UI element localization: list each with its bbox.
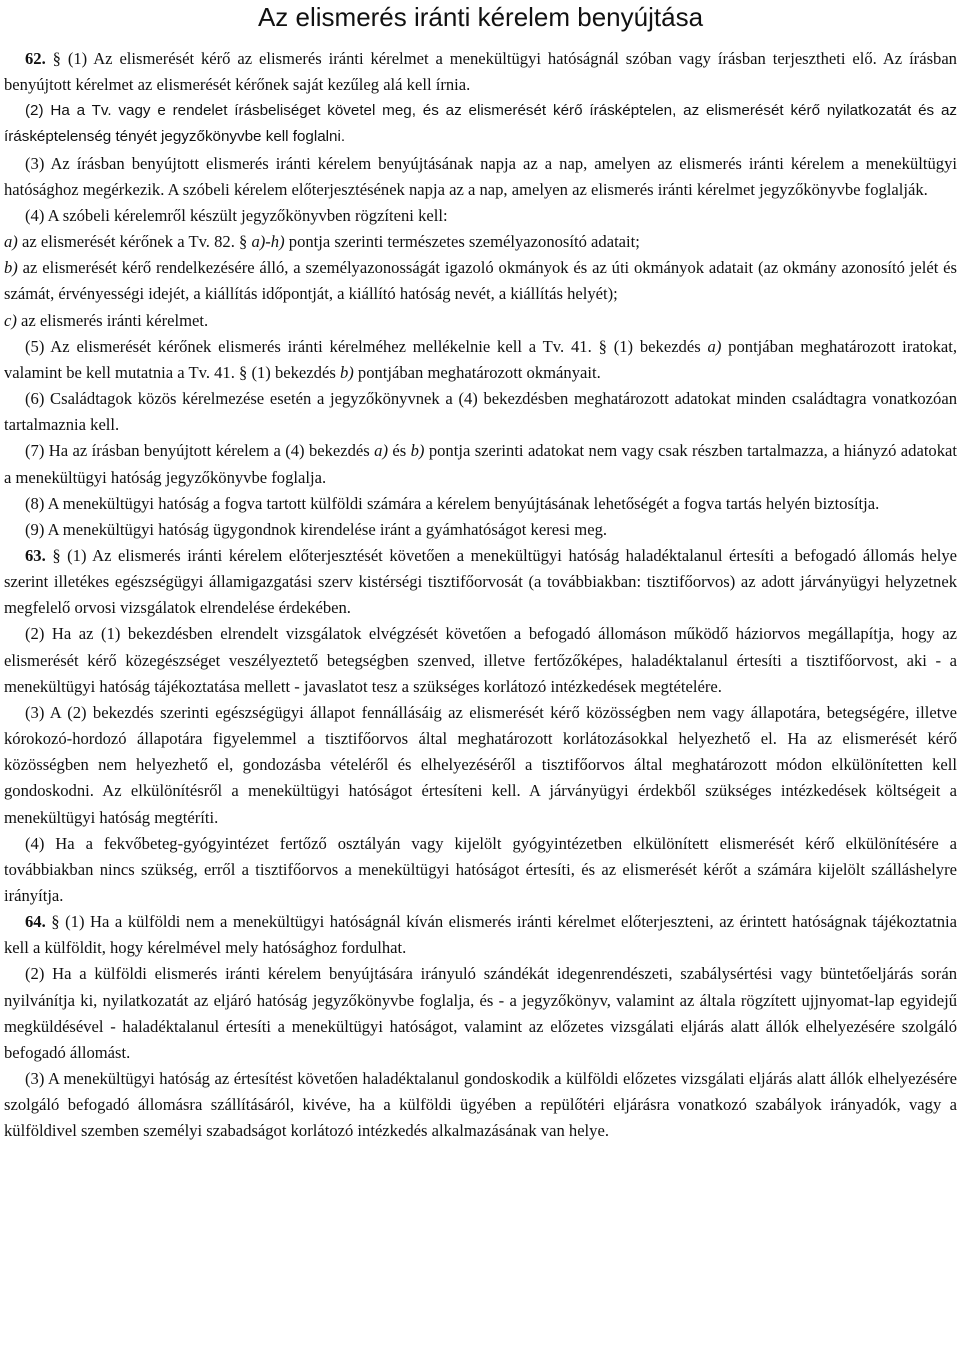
section-number: 63. bbox=[25, 545, 46, 565]
document-body bbox=[4, 46, 957, 1145]
point-label: c) bbox=[4, 310, 17, 330]
page-title: Az elismerés iránti kérelem benyújtása bbox=[257, 2, 704, 32]
paragraph-text-2: (1) bekezdés bbox=[606, 336, 708, 356]
paragraph-text: (3) A (2) bekezdés szerinti egészségügyi állapot fennállásáig az elismerését kérő közösségben nem vagy állapotára, betegségére, illetve kórokozó-hordozó állapotára figyelemmel a tisztifőorvos által meghatározott korlátozásokkal helyezhető el. Ha az elismerését kérő közösségben nem helyezhető el, gondozásba vételéről és elhelyezéséről a tisztifőorvos által meghatározott módon elkülönítetten kell gondoskodni. Az elkülönítésről a menekültügyi hatóságot értesíteni kell. A járványügyi érdekből szükséges intézkedések költségeit a menekültügyi hatóság megtéríti. bbox=[4, 702, 957, 827]
paragraph-text: az elismerés iránti kérelmet. bbox=[16, 310, 209, 330]
paragraph-text-3: pontjában meghatározott iratokat, valamint be kell mutatnia a Tv. 41. bbox=[4, 336, 958, 382]
section-sign: § bbox=[598, 336, 607, 356]
paragraph-text: (2) Ha a Tv. vagy e rendelet írásbeliséget követel meg, és az elismerését kérő írásképtelen, az elismerését kérő nyilatkozatát és az írásképtelenség tényét jegyzőkönyvbe kell foglalni. bbox=[4, 102, 957, 146]
paragraph-62-4 bbox=[4, 203, 957, 229]
paragraph-63-2 bbox=[4, 621, 957, 699]
paragraph-text: (2) Ha a külföldi elismerés iránti kérelem benyújtására irányuló szándékát idegenrendészeti, szabálysértési vagy büntetőeljárás során nyilvánítja ki, nyilatkozatát az eljáró hatóság jegyzőkönyvbe foglalja, és - a jegyzőkönyv, valamint az általa rögzített ujjnyomat-lap egyidejű megküldésével - haladéktalanul értesíti a menekültügyi hatóságot, valamint az előzetes vizsgálati eljárás alatt állók elhelyezésére szolgáló befogadó állomást. bbox=[4, 964, 957, 1062]
paragraph-62-2 bbox=[4, 98, 957, 150]
section-sign: § bbox=[239, 232, 248, 252]
paragraph-64-1 bbox=[4, 909, 957, 961]
paragraph-text: (1) Az elismerését kérő az elismerés iránti kérelmet a menekültügyi hatóságnál szóban vagy írásban terjesztheti elő. Az írásban benyújtott kérelmet az elismerését kérőnek saját kezűleg alá kell írnia. bbox=[4, 49, 957, 95]
section-number: 62. bbox=[25, 49, 46, 68]
section-sign-2: § bbox=[239, 362, 248, 382]
paragraph-text: (4) A szóbeli kérelemről készült jegyzőkönyvben rögzíteni kell: bbox=[25, 205, 448, 225]
point-range: a)-h) bbox=[247, 232, 285, 252]
section-number: 64. bbox=[25, 912, 46, 932]
paragraph-62-4-c bbox=[4, 308, 957, 334]
paragraph-text-4: (1) bekezdés bbox=[247, 362, 340, 382]
section-sign: § bbox=[52, 49, 61, 68]
paragraph-62-3 bbox=[4, 151, 957, 203]
paragraph-text-3: pontja szerinti adatokat nem vagy csak részben tartalmazza, a hiányzó adatokat a menekültügyi hatóság jegyzőkönyvbe foglalja. bbox=[4, 441, 957, 487]
point-label: a) bbox=[374, 441, 388, 461]
paragraph-62-4-a bbox=[4, 229, 957, 255]
paragraph-62-4-b bbox=[4, 255, 957, 307]
section-sign: § bbox=[52, 545, 61, 565]
paragraph-text: (4) Ha a fekvőbeteg-gyógyintézet fertőző osztályán vagy kijelölt gyógyintézetben elkülönített elismerését kérő elkülönítésére a továbbiakban nincs szükség, erről a tisztifőorvos a menekültügyi hatóságot értesíti, és az elismerését kérőt a számára kijelölt szálláshelyre irányítja. bbox=[4, 833, 957, 905]
point-label: a) bbox=[707, 336, 722, 356]
paragraph-62-5 bbox=[4, 334, 957, 386]
paragraph-text-5: pontjában meghatározott okmányait. bbox=[353, 362, 601, 382]
paragraph-62-9 bbox=[4, 517, 957, 543]
paragraph-text: (1) Ha a külföldi nem a menekültügyi hatóságnál kíván elismerés iránti kérelmet előterjeszteni, az érintett hatóságnak tájékoztatnia kell a külföldit, hogy kérelmével mely hatósághoz fordulhat. bbox=[4, 912, 957, 958]
point-label: a) bbox=[4, 232, 18, 252]
paragraph-text: (3) Az írásban benyújtott elismerés iránti kérelem benyújtásának napja az a nap, amelyen az elismerés iránti kérelem a menekültügyi hatósághoz megérkezik. A szóbeli kérelem előterjesztésének napja az a nap, amelyen az elismerés iránti kérelmet jegyzőkönyvbe foglalják. bbox=[4, 153, 957, 199]
paragraph-63-1 bbox=[4, 543, 957, 621]
paragraph-text: (8) A menekültügyi hatóság a fogva tartott külföldi számára a kérelem benyújtásának lehetőségét a fogva tartás helyén biztosítja. bbox=[25, 493, 880, 513]
paragraph-text: (5) Az elismerését kérőnek elismerés iránti kérelméhez mellékelnie kell a Tv. 41. bbox=[25, 336, 599, 356]
paragraph-text-2: és bbox=[387, 441, 411, 461]
paragraph-text-2: pontja szerinti természetes személyazonosító adatait; bbox=[284, 232, 640, 252]
paragraph-64-3 bbox=[4, 1066, 957, 1144]
paragraph-text: (7) Ha az írásban benyújtott kérelem a (4) bekezdés bbox=[25, 441, 375, 461]
paragraph-62-1 bbox=[4, 46, 957, 98]
paragraph-63-3 bbox=[4, 700, 957, 831]
point-label-2: b) bbox=[339, 362, 354, 382]
point-label-2: b) bbox=[410, 441, 425, 461]
paragraph-text: (6) Családtagok közös kérelmezése esetén a jegyzőkönyvnek a (4) bekezdésben meghatározott adatokat minden családtagra vonatkozóan tartalmaznia kell. bbox=[4, 389, 957, 435]
paragraph-63-4 bbox=[4, 831, 957, 909]
paragraph-text: az elismerését kérő rendelkezésére álló, a személyazonosságát igazoló okmányok és az úti okmányok adatait (az okmány azonosító jelét és számát, érvényességi idejét, a kiállítás időpontját, a kiállító hatóság nevét, a kiállítás helyét); bbox=[4, 258, 957, 304]
paragraph-text: (2) Ha az (1) bekezdésben elrendelt vizsgálatok elvégzését követően a befogadó állomáson működő háziorvos megállapítja, hogy az elismerését kérő közegészséget veszélyeztető betegségben szenved, illetve fertőzőképes, haladéktalanul értesíti a tisztifőorvost, aki - a menekültügyi hatóság tájékoztatása mellett - javaslatot tesz a szükséges korlátozó intézkedések megtételére. bbox=[4, 624, 957, 696]
section-sign: § bbox=[51, 912, 60, 932]
paragraph-62-7 bbox=[4, 438, 957, 490]
paragraph-text: az elismerését kérőnek a Tv. 82. bbox=[17, 232, 239, 252]
document-page bbox=[4, 0, 957, 1145]
paragraph-62-6 bbox=[4, 386, 957, 438]
paragraph-62-8 bbox=[4, 491, 957, 517]
paragraph-text: (3) A menekültügyi hatóság az értesítést követően haladéktalanul gondoskodik a külföldi előzetes vizsgálati eljárás alatt állók elhelyezésére szolgáló befogadó állomásra szállításáról, kivéve, ha a külföldi ügyében a repülőtéri eljárásra vonatkozó szabályok irányadók, vagy a külföldivel szemben személyi szabadságot korlátozó intézkedés alkalmazásának van helye. bbox=[4, 1069, 957, 1141]
paragraph-64-2 bbox=[4, 961, 957, 1066]
paragraph-text: (9) A menekültügyi hatóság ügygondnok kirendelése iránt a gyámhatóságot keresi meg. bbox=[25, 519, 608, 539]
point-label: b) bbox=[4, 258, 18, 278]
paragraph-text: (1) Az elismerés iránti kérelem előterjesztését követően a menekültügyi hatóság haladéktalanul értesíti a befogadó állomás helye szerint illetékes egészségügyi államigazgatási szerv kistérségi tisztifőorvosát (a továbbiakban: tisztifőorvos) az adott járványügyi helyzetnek megfelelő orvosi vizsgálatok elrendelése érdekében. bbox=[4, 545, 957, 618]
